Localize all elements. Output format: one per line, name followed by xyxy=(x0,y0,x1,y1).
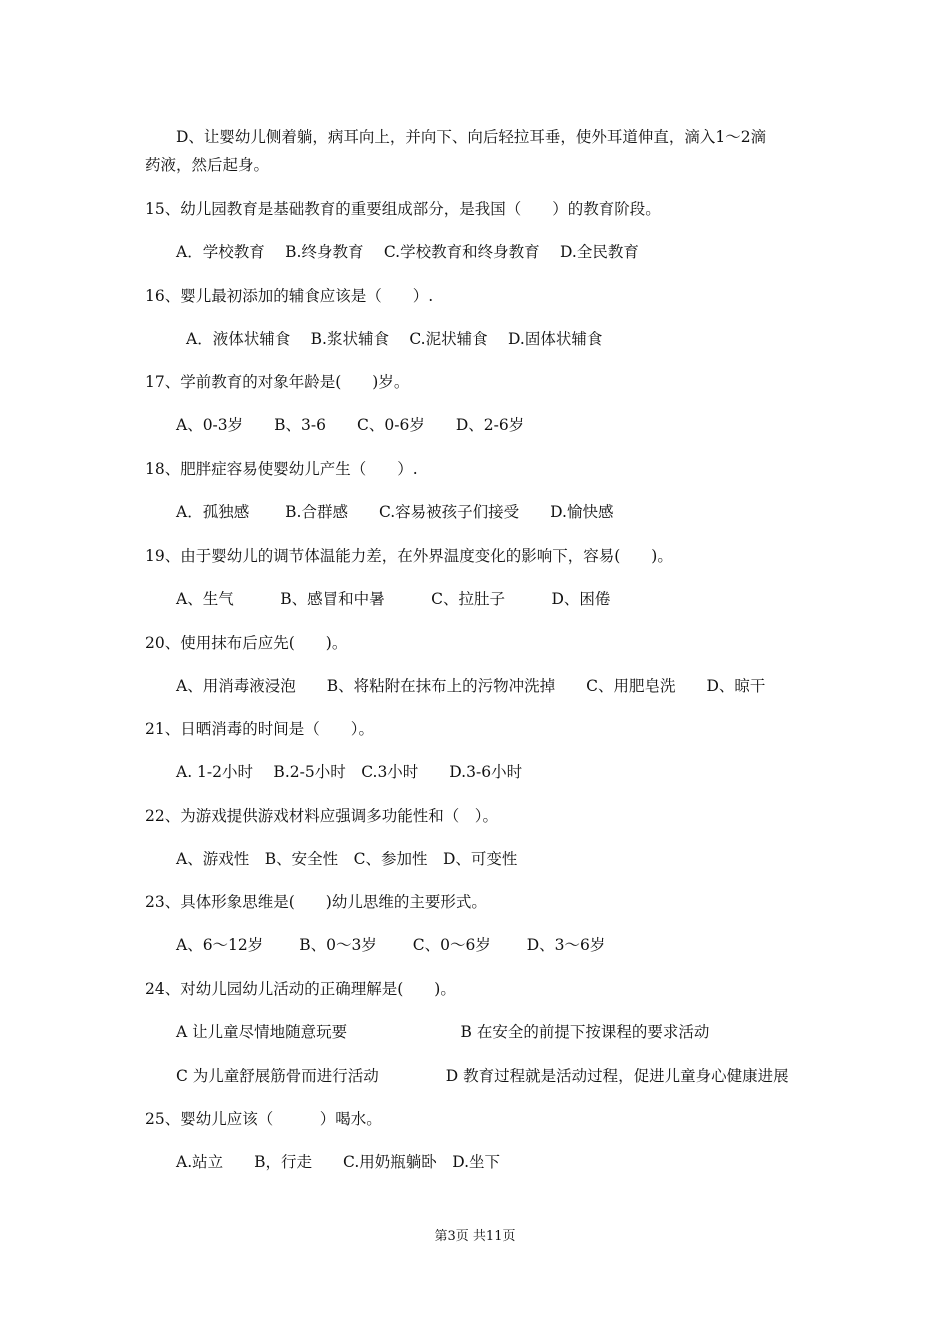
question-16-options: A．液体状辅食 B.浆状辅食 C.泥状辅食 D.固体状辅食 xyxy=(186,330,603,348)
question-20-stem: 20、使用抹布后应先( )。 xyxy=(145,634,348,652)
question-21-options: A. 1-2小时 B.2-5小时 C.3小时 D.3-6小时 xyxy=(176,763,523,781)
question-20-options: A、用消毒液浸泡 B、将粘附在抹布上的污物冲洗掉 C、用肥皂洗 D、晾干 xyxy=(176,677,766,695)
question-24-options-row2: C 为儿童舒展筋骨而进行活动 D 教育过程就是活动过程，促进儿童身心健康进展 xyxy=(176,1067,789,1085)
page-footer: 第3页 共11页 xyxy=(434,1229,516,1244)
question-25-options: A.站立 B，行走 C.用奶瓶躺卧 D.坐下 xyxy=(176,1153,501,1171)
question-16-stem: 16、婴儿最初添加的辅食应该是（ ）. xyxy=(145,287,434,305)
question-18-stem: 18、肥胖症容易使婴幼儿产生（ ）. xyxy=(145,460,418,478)
question-23-options: A、6～12岁 B、0～3岁 C、0～6岁 D、3～6岁 xyxy=(176,936,606,954)
question-19-stem: 19、由于婴幼儿的调节体温能力差，在外界温度变化的影响下，容易( )。 xyxy=(145,547,673,565)
question-22-stem: 22、为游戏提供游戏材料应强调多功能性和（ ）。 xyxy=(145,807,498,825)
question-17-stem: 17、学前教育的对象年龄是( )岁。 xyxy=(145,373,410,391)
question-15-stem: 15、幼儿园教育是基础教育的重要组成部分，是我国（ ）的教育阶段。 xyxy=(145,200,661,218)
q14-option-d-line1: D、让婴幼儿侧着躺，病耳向上，并向下、向后轻拉耳垂，使外耳道伸直，滴入1～2滴 xyxy=(176,128,767,146)
question-24-options-row1: A 让儿童尽情地随意玩要 B 在安全的前提下按课程的要求活动 xyxy=(176,1023,710,1041)
question-19-options: A、生气 B、感冒和中暑 C、拉肚子 D、困倦 xyxy=(176,590,611,608)
q14-option-d-line2: 药液，然后起身。 xyxy=(145,156,270,174)
question-18-options: A．孤独感 B.合群感 C.容易被孩子们接受 D.愉快感 xyxy=(176,503,614,521)
question-21-stem: 21、日晒消毒的时间是（ ）。 xyxy=(145,720,374,738)
question-17-options: A、0-3岁 B、3-6 C、0-6岁 D、2-6岁 xyxy=(176,416,525,434)
question-23-stem: 23、具体形象思维是( )幼儿思维的主要形式。 xyxy=(145,893,487,911)
question-24-stem: 24、对幼儿园幼儿活动的正确理解是( )。 xyxy=(145,980,456,998)
question-25-stem: 25、婴幼儿应该（ ）喝水。 xyxy=(145,1110,382,1128)
question-15-options: A．学校教育 B.终身教育 C.学校教育和终身教育 D.全民教育 xyxy=(176,243,639,261)
question-22-options: A、游戏性 B、安全性 C、参加性 D、可变性 xyxy=(176,850,518,868)
